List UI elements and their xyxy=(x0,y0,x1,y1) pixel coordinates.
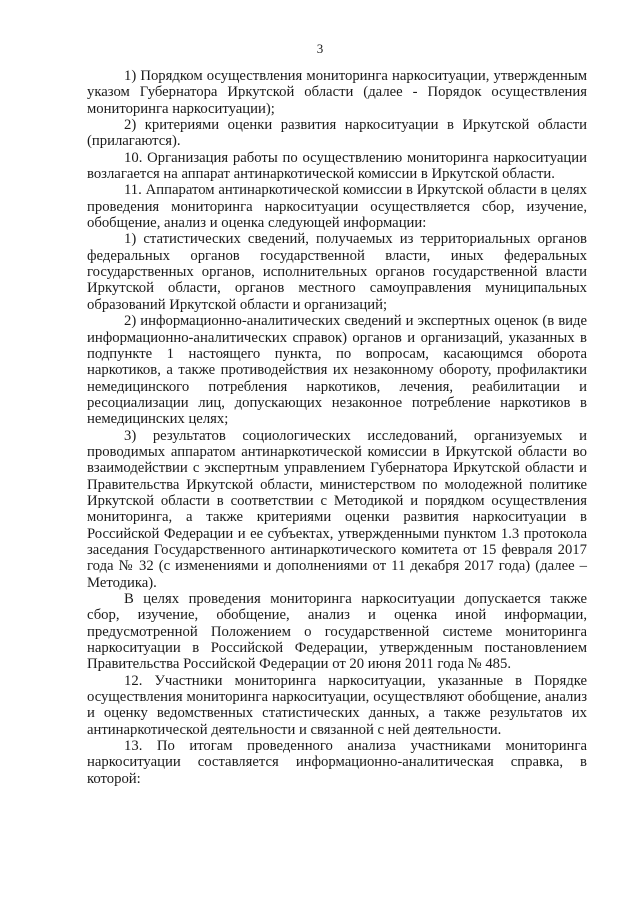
paragraph-item-11-subitem-3: 3) результатов социологических исследований, организуемых и проводимых аппаратом антинаркотической комиссии в Иркутской области во взаимодействии с экспертным управлением Губернатора Иркутской области и Правительства Иркутской области, министерством по молодежной политике Иркутской области в соответствии с Методикой и порядком осуществления мониторинга, а также критериями оценки развития наркоситуации в Российской Федерации и ее субъектах, утвержденными пунктом 1.3 протокола заседания Государственного антинаркотического комитета от 15 февраля 2017 года № 32 (с изменениями и дополнениями от 11 декабря 2017 года) (далее – Методика). xyxy=(87,427,587,591)
paragraph-item-11-subitem-1: 1) статистических сведений, получаемых из территориальных органов федеральных органов государственной власти, иных федеральных государственных органов, исполнительных органов государственной власти Иркутской области, органов местного самоуправления муниципальных образований Иркутской области и организаций; xyxy=(87,231,587,313)
page-number: 3 xyxy=(316,41,324,56)
paragraph-item-13: 13. По итогам проведенного анализа участниками мониторинга наркоситуации составляется информационно-аналитическая справка, в которой: xyxy=(87,738,587,787)
paragraph-item-10: 10. Организация работы по осуществлению мониторинга наркоситуации возлагается на аппарат антинаркотической комиссии в Иркутской области. xyxy=(87,149,587,183)
document-body xyxy=(87,68,587,787)
paragraph-subitem-2-criteria: 2) критериями оценки развития наркоситуации в Иркутской области (прилагаются). xyxy=(87,117,587,150)
paragraph-item-12: 12. Участники мониторинга наркоситуации, указанные в Порядке осуществления мониторинга наркоситуации, осуществляют обобщение, анализ и оценку ведомственных статистических данных, а также результатов их антинаркотической деятельности и связанной с ней деятельности. xyxy=(87,672,587,738)
paragraph-subitem-1-procedure: 1) Порядком осуществления мониторинга наркоситуации, утвержденным указом Губернатора Иркутской области (далее - Порядок осуществления мониторинга наркоситуации); xyxy=(87,68,587,117)
paragraph-item-11-subitem-2: 2) информационно-аналитических сведений и экспертных оценок (в виде информационно-аналитических справок) органов и организаций, указанных в подпункте 1 настоящего пункта, по вопросам, касающимся оборота наркотиков, а также противодействия их незаконному обороту, профилактики немедицинского потребления наркотиков, лечения, реабилитации и ресоциализации лиц, допускающих незаконное потребление наркотиков в немедицинских целях; xyxy=(87,313,587,428)
paragraph-item-11: 11. Аппаратом антинаркотической комиссии в Иркутской области в целях проведения мониторинга наркоситуации осуществляется сбор, изучение, обобщение, анализ и оценка следующей информации: xyxy=(87,182,587,232)
paragraph-additional-info: В целях проведения мониторинга наркоситуации допускается также сбор, изучение, обобщение, анализ и оценка иной информации, предусмотренной Положением о государственной системе мониторинга наркоситуации в Российской Федерации, утвержденным постановлением Правительства Российской Федерации от 20 июня 2011 года № 485. xyxy=(87,591,587,673)
